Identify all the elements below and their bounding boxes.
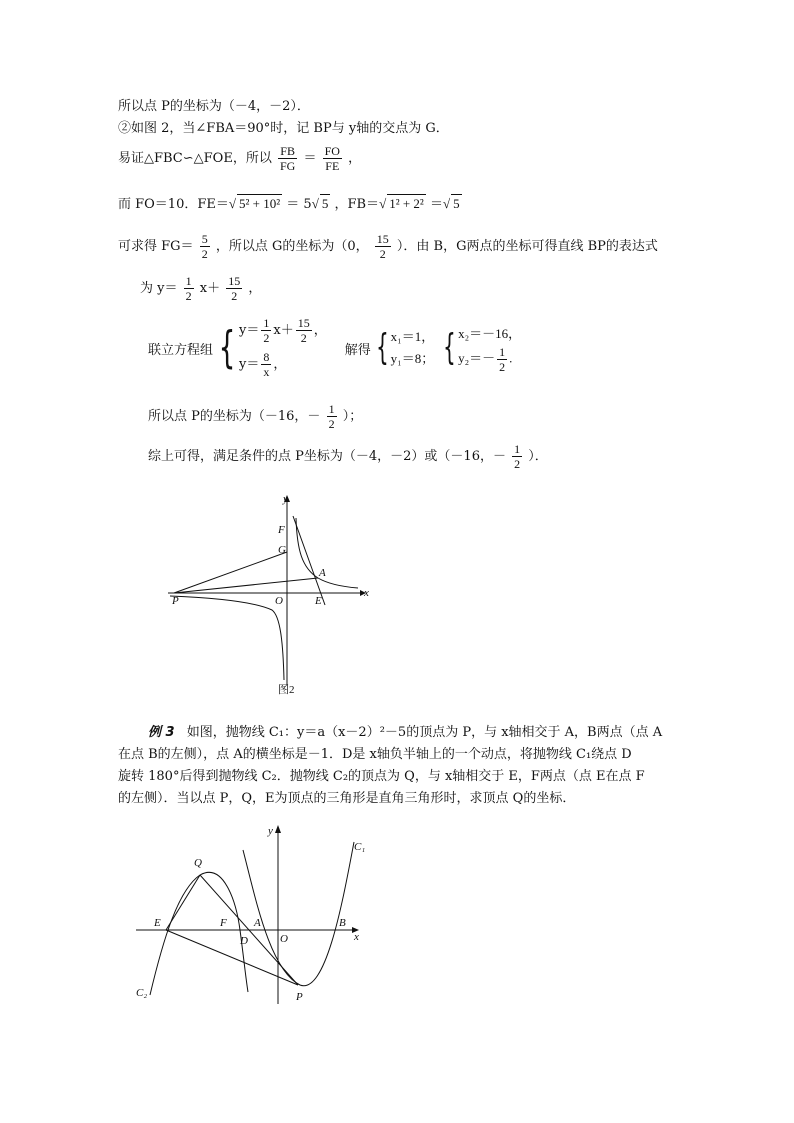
text-line-9: 综上可得，满足条件的点 P坐标为（－4，－2）或（－16，－ $\frac{1}{2}$ ）．	[148, 442, 548, 471]
fig3-label-O: O	[280, 933, 288, 945]
fig3-label-P: P	[296, 991, 303, 1003]
figure-2	[160, 490, 380, 700]
fig2-label-y: y	[283, 493, 288, 505]
fig3-label-C1: C₁	[354, 841, 366, 853]
fig2-caption: 图2	[278, 684, 295, 696]
figure-3	[128, 820, 378, 1010]
fig2-label-O: O	[275, 595, 283, 607]
text-line-2: ②如图 2，当∠FBA＝90°时，记 BP与 y轴的交点为 G．	[118, 121, 449, 136]
text-line-5: 可求得 FG＝ $\frac{5}{2}$ ，所以点 G的坐标为（0， $\frac{15}{2}$ ）．由 B，G两点的坐标可得直线 BP的表达式	[118, 232, 658, 261]
fig2-label-G: G	[278, 544, 286, 556]
fig3-label-y: y	[268, 825, 273, 837]
fig3-label-A: A	[254, 917, 261, 929]
fig2-label-P: P	[172, 595, 179, 607]
text-line-1: 所以点 P的坐标为（－4，－2）．	[118, 99, 310, 114]
fig3-label-E: E	[154, 917, 161, 929]
fig2-label-F: F	[278, 524, 285, 536]
example-line-3: 旋转 180°后得到抛物线 C₂．抛物线 C₂的顶点为 Q，与 x轴相交于 E，F两点（点 E在点 F	[118, 769, 645, 784]
fig2-label-E: E	[315, 595, 322, 607]
fig3-label-F: F	[220, 917, 227, 929]
fig3-label-x: x	[354, 931, 359, 943]
fig3-label-D: D	[240, 935, 248, 947]
fraction-fb-fg: $\frac{FB}{FG}$	[279, 144, 296, 173]
text-line-6: 为 y＝ $\frac{1}{2}$ x＋ $\frac{15}{2}$ ，	[140, 274, 262, 303]
fraction-fo-fe: $\frac{FO}{FE}$	[324, 144, 340, 173]
text-line-3: 易证△FBC∽△FOE，所以 $\frac{FB}{FG}$ ＝ $\frac{FO}{FE}$ ，	[118, 144, 362, 173]
fig3-label-B: B	[339, 917, 346, 929]
fig3-label-C2: C₂	[136, 987, 148, 999]
fig3-label-Q: Q	[194, 857, 202, 869]
equation-system: 联立方程组 { y＝ $\frac{1}{2}$ x＋ $\frac{15}{2}$ ， y＝ $\frac{8}{x}$ ， 解得 { x₁＝1， y₁＝8； { x₂＝－16， y₂＝－ $\frac{1}{2}$ .	[148, 316, 522, 379]
example-line-4: 的左侧）．当以点 P，Q，E为顶点的三角形是直角三角形时，求顶点 Q的坐标．	[118, 791, 576, 806]
example-line-2: 在点 B的左侧），点 A的横坐标是－1．D是 x轴负半轴上的一个动点，将抛物线 C₁绕点 D	[118, 747, 632, 762]
fig2-label-A: A	[319, 567, 326, 579]
text-line-4: 而 FO＝10．FE＝√ 5² + 10² ＝ 5√ 5 ，FB＝√ 1² + 2² ＝√ 5	[118, 196, 460, 212]
fig2-label-x: x	[364, 587, 369, 599]
text-line-8: 所以点 P的坐标为（－16，－ $\frac{1}{2}$ ）；	[148, 402, 363, 431]
example-line-1: 例 3 如图，抛物线 C₁：y＝a（x－2）²－5的顶点为 P，与 x轴相交于 A，B两点（点 A	[148, 725, 663, 740]
